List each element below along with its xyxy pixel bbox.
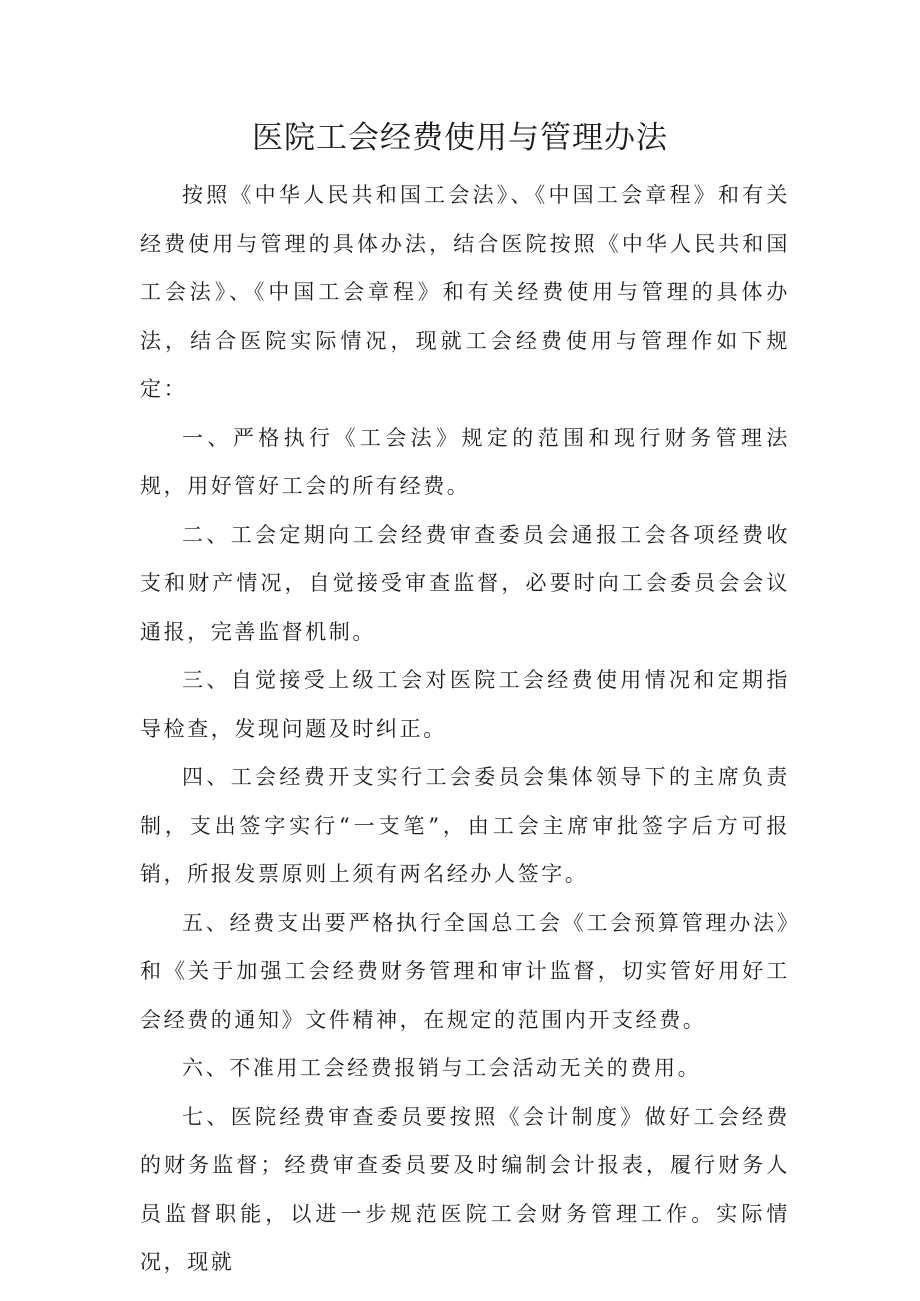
paragraph-item-1: 一、严格执行《工会法》规定的范围和现行财务管理法规，用好管好工会的所有经费。 [140, 425, 790, 498]
paragraph-intro: 按照《中华人民共和国工会法》、《中国工会章程》和有关经费使用与管理的具体办法，结合医院按照《中华人民共和国工会法》、《中国工会章程》和有关经费使用与管理的具体办法，结合医院实际情况，现就工会经费使用与管理作如下规定： [140, 183, 790, 401]
paragraph-item-2: 二、工会定期向工会经费审查委员会通报工会各项经费收支和财产情况，自觉接受审查监督，必要时向工会委员会会议通报，完善监督机制。 [140, 522, 790, 644]
paragraph-item-3: 三、自觉接受上级工会对医院工会经费使用情况和定期指导检查，发现问题及时纠正。 [140, 668, 790, 741]
paragraph-item-6: 六、不准用工会经费报销与工会活动无关的费用。 [182, 1056, 702, 1080]
document-body [140, 171, 790, 1287]
paragraph-item-5: 五、经费支出要严格执行全国总工会《工会预算管理办法》和《关于加强工会经费财务管理和审计监督，切实管好用好工会经费的通知》文件精神，在规定的范围内开支经费。 [140, 910, 790, 1032]
document-title: 医院工会经费使用与管理办法 [252, 120, 668, 156]
paragraph-item-4: 四、工会经费开支实行工会委员会集体领导下的主席负责制，支出签字实行“一支笔”，由工会主席审批签字后方可报销，所报发票原则上须有两名经办人签字。 [140, 765, 790, 886]
paragraph-item-7: 七、医院经费审查委员要按照《会计制度》做好工会经费的财务监督；经费审查委员要及时编制会计报表，履行财务人员监督职能，以进一步规范医院工会财务管理工作。实际情况，现就 [140, 1104, 790, 1274]
